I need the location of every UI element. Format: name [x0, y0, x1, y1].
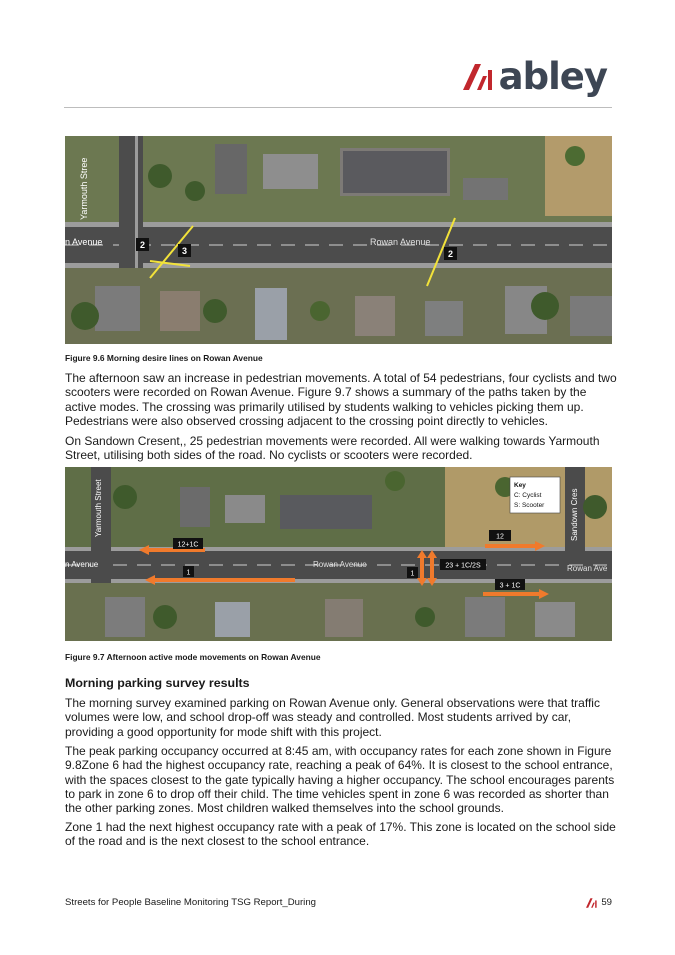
flow-label: 3 + 1C [499, 582, 521, 590]
abley-mark-icon [463, 64, 493, 90]
abley-mark-icon [586, 898, 597, 908]
marker-label: 2 [447, 249, 454, 259]
body-paragraph: The afternoon saw an increase in pedestrian movements. A total of 54 pedestrians, four cyclists and two scooters were recorded on Rowan Avenue. Figure 9.7 shows a summary of the paths taken by the active modes. The crossing was primarily utilised by students walking to vehicles picking them up. Pedestrians were also observed crossing adjacent to the crossing point directly to vehicles. [65, 371, 617, 428]
footer-page [586, 897, 612, 908]
key-item: S: Scooter [514, 502, 545, 509]
street-label-rowan: Rowan Avenue [370, 237, 431, 247]
body-paragraph: The morning survey examined parking on Rowan Avenue only. General observations were that traffic volumes were low, and school drop-off was steady and controlled. Most students arrived by car, providing a good opportunity for mode shift with this project. [65, 696, 600, 739]
marker-label: 2 [139, 240, 146, 250]
page-footer [65, 897, 612, 908]
brand-name: abley [498, 55, 607, 98]
street-label-rowan-right: Rowan Ave [567, 564, 608, 573]
street-label-avenue-left: n Avenue [65, 237, 103, 247]
marker-label: 3 [181, 246, 188, 256]
section-heading: Morning parking survey results [65, 676, 250, 690]
key-title: Key [514, 482, 526, 489]
abley-logo [463, 55, 607, 98]
page-number: 59 [601, 897, 612, 908]
body-paragraph: The peak parking occupancy occurred at 8:45 am, with occupancy rates for each zone shown in Figure 9.8Zone 6 had the highest occupancy rate, reaching a peak of 64%. It is closest to the school entrance, with the spaces closest to the gate typically having a higher occupancy. The school encourages parents to park in zone 6 to drop off their child. The time vehicles spent in zone 6 was recorded as shorter than the other parking zones. Most children walked themselves into the school grounds. [65, 744, 615, 816]
street-label-yarmouth: Yarmouth Street [94, 479, 103, 537]
footer-title: Streets for People Baseline Monitoring TSG Report_During [65, 897, 316, 908]
figure-caption: Figure 9.7 Afternoon active mode movements on Rowan Avenue [65, 652, 321, 662]
flow-label: 1 [186, 569, 191, 577]
body-paragraph: Zone 1 had the next highest occupancy rate with a peak of 17%. This zone is located on the school side of the road and is the next closest to the school entrance. [65, 820, 616, 849]
flow-label: 1 [410, 570, 415, 578]
figure-caption: Figure 9.6 Morning desire lines on Rowan Avenue [65, 353, 263, 363]
street-label-yarmouth: Yarmouth Stree [79, 157, 89, 220]
flow-label: 23 + 1C/2S [445, 562, 481, 570]
aerial-image-afternoon [65, 467, 612, 641]
flow-label: 12 [496, 533, 504, 541]
body-paragraph: On Sandown Cresent,, 25 pedestrian movements were recorded. All were walking towards Yarmouth Street, utilising both sides of the road. No cyclists or scooters were recorded. [65, 434, 600, 463]
street-label-sandown: Sandown Cres [570, 488, 579, 541]
map-key [510, 477, 560, 513]
key-item: C: Cyclist [514, 492, 542, 499]
flow-label: 12+1C [177, 541, 199, 549]
street-label-avenue-left: n Avenue [65, 560, 99, 569]
street-label-rowan: Rowan Avenue [313, 560, 367, 569]
header-divider [64, 107, 612, 108]
aerial-image-morning [65, 136, 612, 344]
